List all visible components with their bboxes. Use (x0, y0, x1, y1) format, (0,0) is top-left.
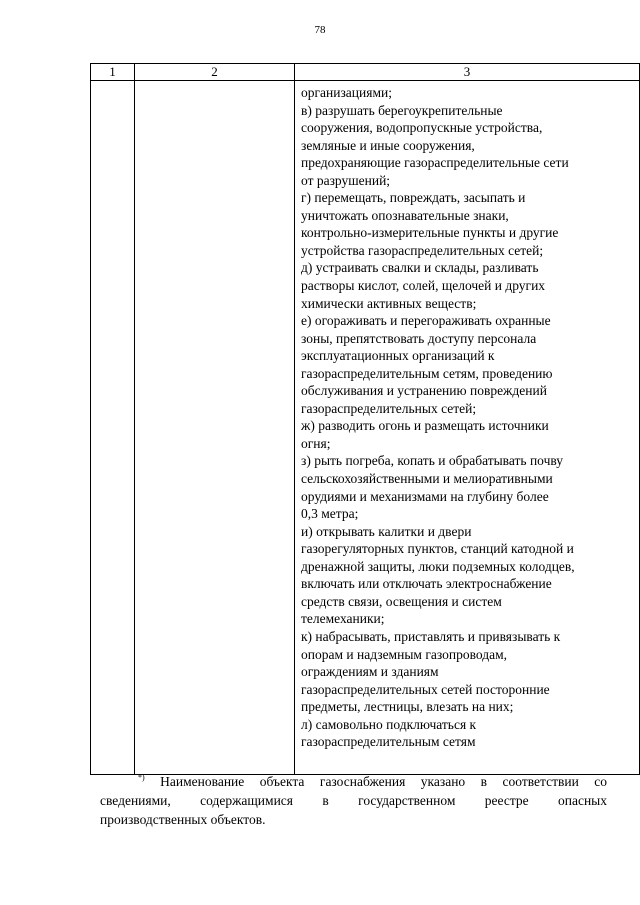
column-3-cell (295, 81, 640, 775)
list-line: газораспределительных сетей; (301, 400, 477, 416)
list-line: в) разрушать берегоукрепительные (301, 102, 503, 118)
list-line: л) самовольно подключаться к (301, 716, 477, 732)
list-line: устройства газораспределительных сетей; (301, 242, 544, 258)
list-line: газораспределительных сетей посторонние (301, 681, 550, 697)
list-line: контрольно-измерительные пункты и другие (301, 225, 559, 241)
list-line: от разрушений; (301, 172, 391, 188)
list-line: ограждениям и зданиям (301, 664, 439, 680)
list-line: эксплуатационных организаций к (301, 348, 495, 364)
page-number: 78 (314, 24, 326, 36)
column-header-3: 3 (295, 64, 640, 81)
document-table (90, 63, 640, 775)
list-line: 0,3 метра; (301, 506, 359, 522)
list-line: организациями; (301, 85, 392, 100)
list-line: растворы кислот, солей, щелочей и других (301, 278, 546, 294)
list-line: обслуживания и устранению повреждений (301, 383, 547, 399)
list-line: средств связи, освещения и систем (301, 593, 502, 609)
list-line: дренажной защиты, люки подземных колодцев, (301, 558, 575, 574)
list-line: предметы, лестницы, влезать на них; (301, 699, 514, 715)
list-line: земляные и иные сооружения, (301, 137, 475, 153)
table-row (91, 81, 640, 775)
column-1-cell (91, 81, 135, 775)
column-2-cell (135, 81, 295, 775)
footnote-line (100, 772, 607, 791)
list-line: сельскохозяйственными и мелиоративными (301, 471, 553, 487)
table-header-row (91, 64, 640, 81)
column-header-2: 2 (135, 64, 295, 81)
list-line: е) огораживать и перегораживать охранные (301, 313, 551, 329)
list-line: д) устраивать свалки и склады, разливать (301, 260, 539, 276)
list-line: и) открывать калитки и двери (301, 523, 472, 539)
list-line: з) рыть погреба, копать и обрабатывать почву (301, 453, 564, 469)
column-header-1: 1 (91, 64, 135, 81)
list-line: уничтожать опознавательные знаки, (301, 207, 509, 223)
list-line: газораспределительным сетям, проведению (301, 365, 553, 381)
list-line: ж) разводить огонь и размещать источники (301, 418, 549, 434)
footnote-line: сведениями, содержащимися в государственном реестре опасных (100, 793, 607, 808)
list-line: зоны, препятствовать доступу персонала (301, 330, 537, 346)
footnote-text: Наименование объекта газоснабжения указано в соответствии со (160, 774, 608, 789)
list-line: сооружения, водопропускные устройства, (301, 120, 543, 136)
list-line: орудиями и механизмами на глубину более (301, 488, 549, 504)
footnote-line: производственных объектов. (100, 812, 266, 827)
list-line: газорегуляторных пунктов, станций катодной и (301, 541, 574, 557)
list-line: предохраняющие газораспределительные сети (301, 155, 569, 171)
list-line: телемеханики; (301, 611, 385, 627)
list-line: г) перемещать, повреждать, засыпать и (301, 190, 526, 206)
footnote (100, 772, 607, 829)
list-line: химически активных веществ; (301, 295, 477, 311)
list-line: газораспределительным сетям (301, 734, 476, 750)
list-line: огня; (301, 435, 331, 451)
footnote-marker: *) (138, 773, 145, 782)
list-line: опорам и надземным газопроводам, (301, 646, 507, 662)
list-line: к) набрасывать, приставлять и привязывать к (301, 628, 561, 644)
list-line: включать или отключать электроснабжение (301, 576, 552, 592)
